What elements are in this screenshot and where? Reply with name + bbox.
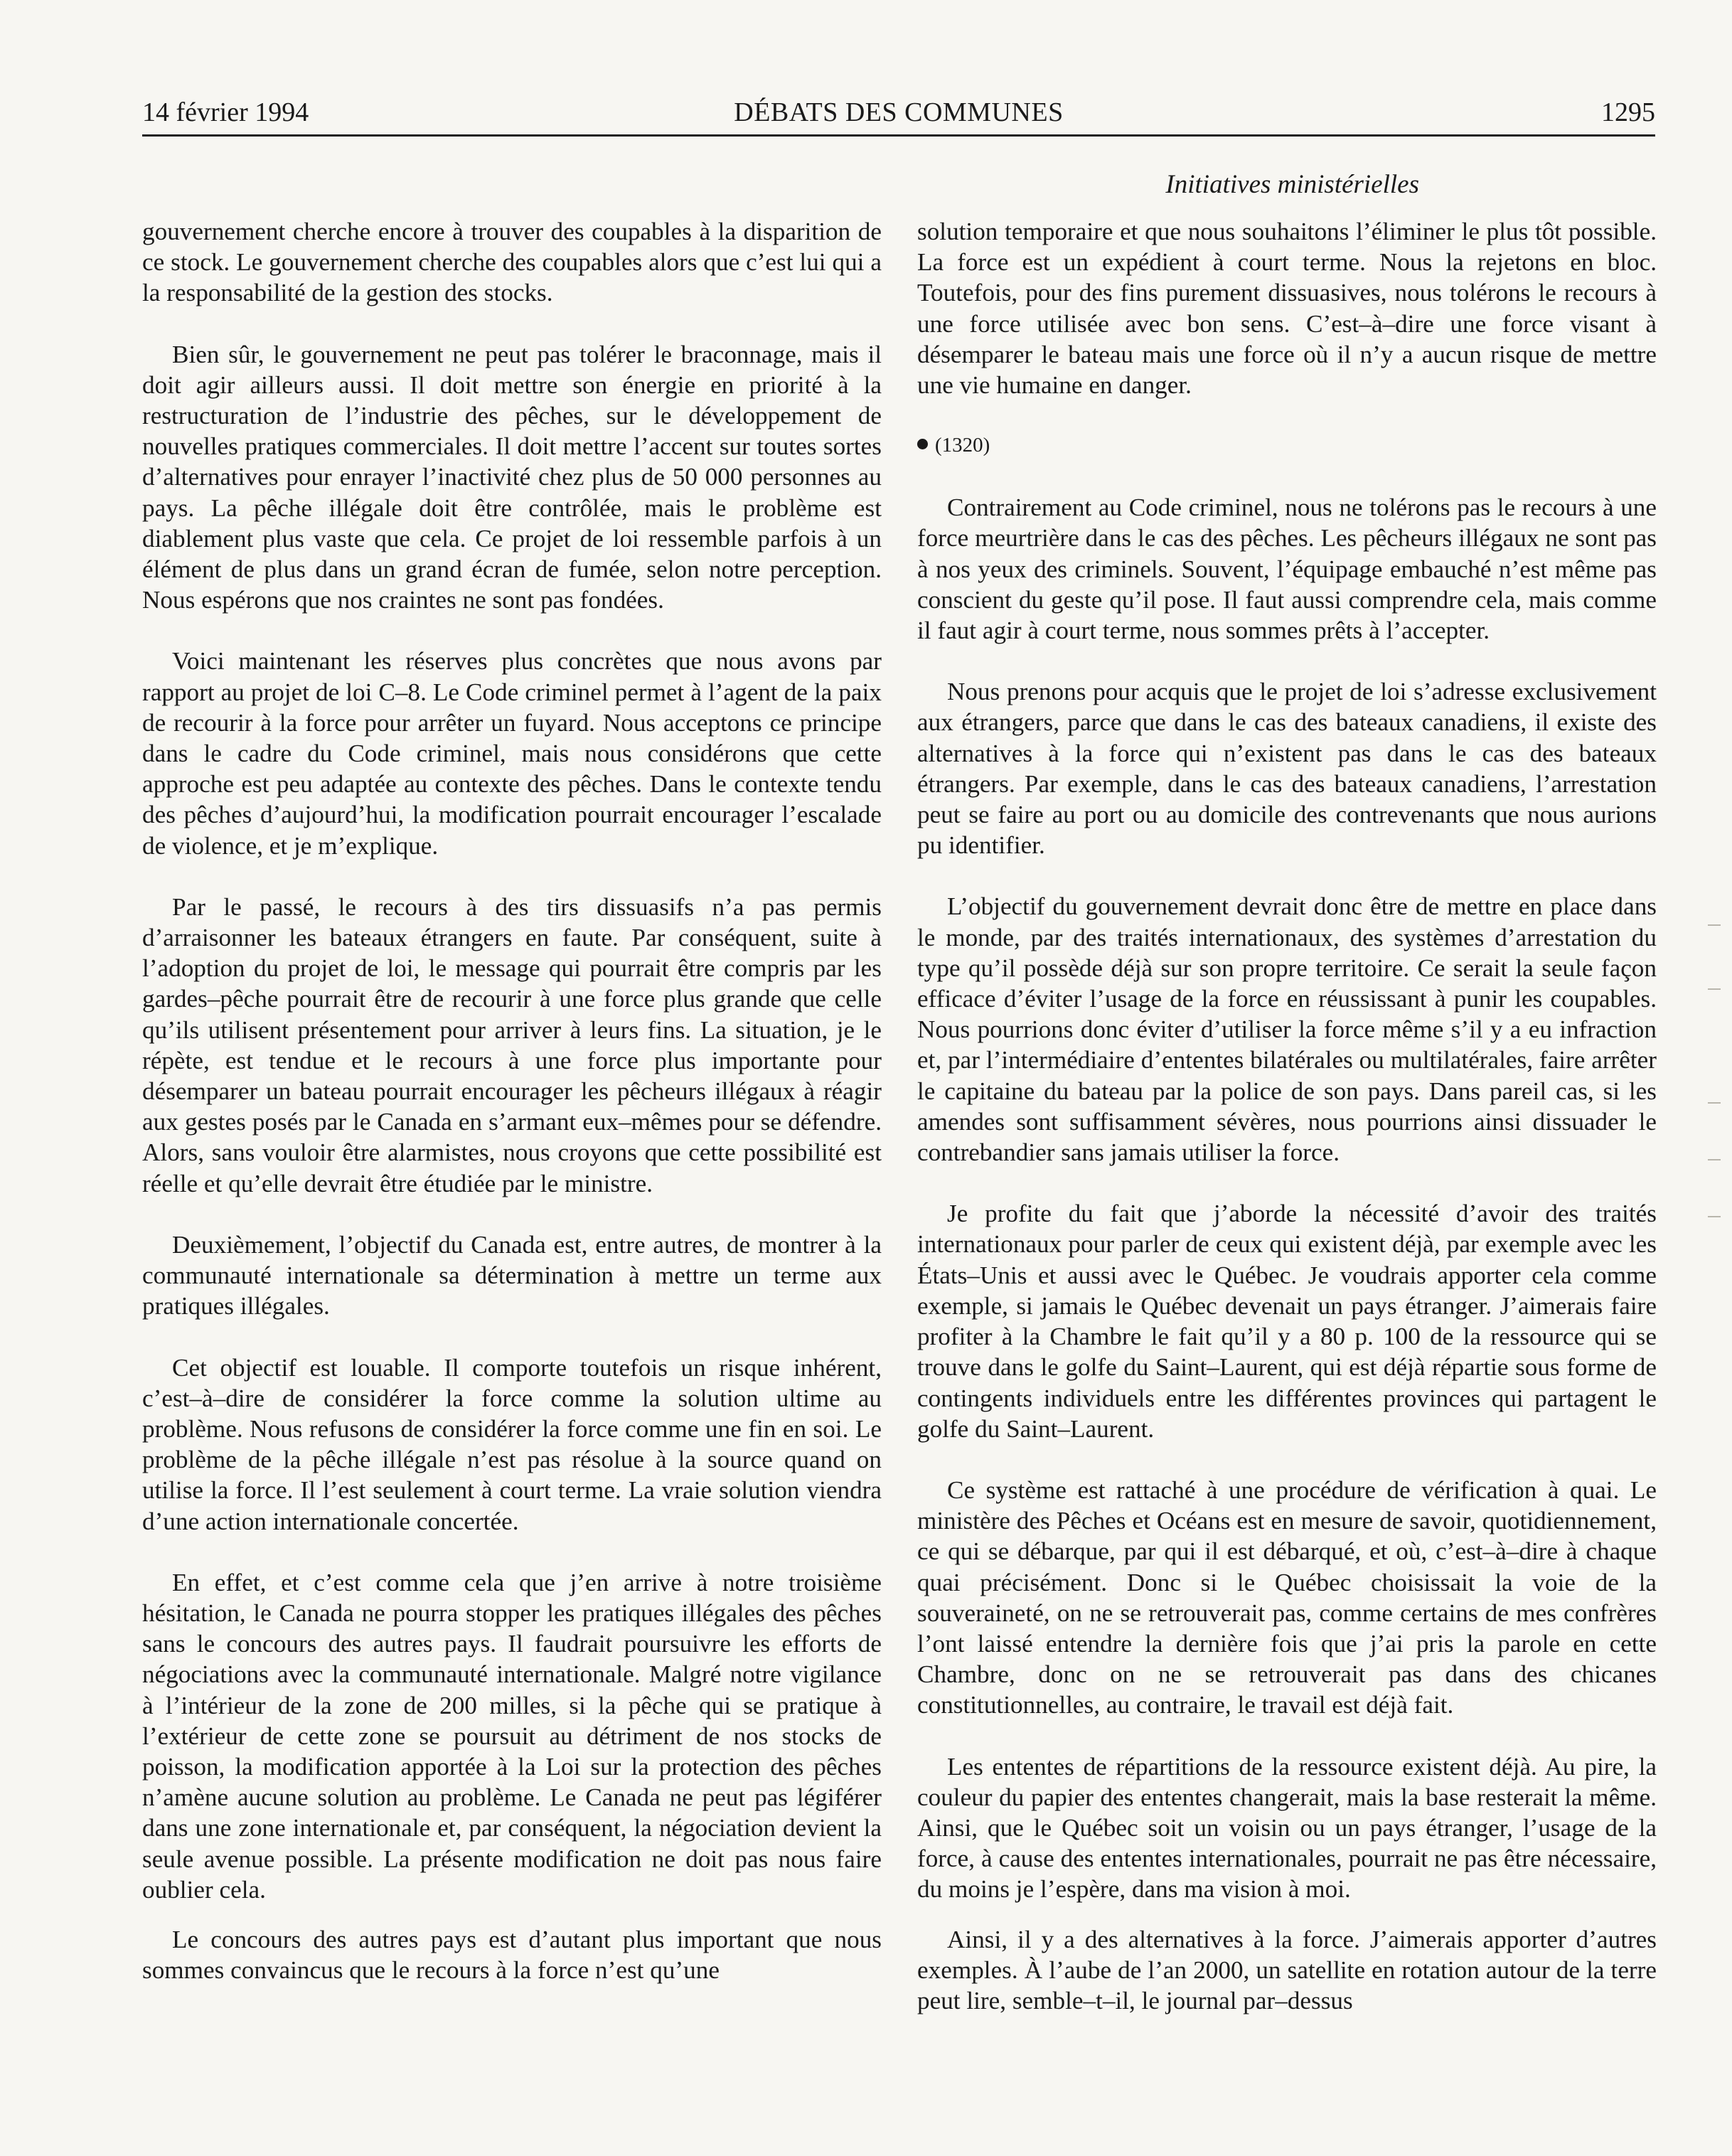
paragraph: Par le passé, le recours à des tirs dissuasifs n’a pas permis d’arraisonner les bateaux étrangers en faute. Par conséquent, suite à l’adoption du projet de loi, le message qui pourrait être compris par les gardes–pêche pourrait être de recourir à une force plus grande que celle qu’ils utilisent présentement pour arriver à leurs fins. La situation, je le répète, est tendue et le recours à une force plus importante pour désemparer un bateau pourrait encourager les pêcheurs illégaux à réagir aux gestes posés par le Canada en s’armant eux–mêmes pour se défendre. Alors, sans vouloir être alarmistes, nous croyons que cette possibilité est réelle et qu’elle devrait être étudiée par le ministre. [142, 892, 882, 1197]
paragraph: Nous prenons pour acquis que le projet de loi s’adresse exclusivement aux étrangers, parce que dans le cas des bateaux canadiens, il existe des alternatives à la force qui n’existent pas dans le cas des bateaux étrangers. Par exemple, dans le cas des bateaux canadiens, l’arrestation peut se faire au port ou au domicile des contrevenants que nous aurions pu identifier. [917, 678, 1657, 860]
journal-title: DÉBATS DES COMMUNES [734, 97, 1064, 127]
scan-mark [1708, 988, 1721, 996]
page-header [142, 91, 1655, 132]
paragraph: Les ententes de répartitions de la ressource existent déjà. Au pire, la couleur du papier des ententes changerait, mais la base resterait la même. Ainsi, que le Québec soit un voisin ou un pays étranger, l’usage de la force, à cause des ententes internationales, pourrait ne pas être nécessaire, du moins je l’espère, dans ma vision à moi. [917, 1752, 1657, 1904]
right-column [917, 216, 1657, 2016]
bullet-icon [917, 439, 928, 449]
scan-mark [1708, 1102, 1721, 1109]
scan-mark [1708, 924, 1721, 932]
paragraph: Deuxièmement, l’objectif du Canada est, entre autres, de montrer à la communauté internationale sa détermination à mettre un terme aux pratiques illégales. [142, 1230, 882, 1320]
paragraph: gouvernement cherche encore à trouver des coupables à la disparition de ce stock. Le gouvernement cherche des coupables alors que c’est lui qui a la responsabilité de la gestion des stocks. [142, 218, 882, 307]
time-marker [917, 431, 1657, 459]
paragraph: solution temporaire et que nous souhaitons l’éliminer le plus tôt possible. La force est un expédient à court terme. Nous la rejetons en bloc. Toutefois, pour des fins purement dissuasives, nous tolérons le recours à une force utilisée avec bon sens. C’est–à–dire une force visant à désemparer le bateau mais une force où il n’y a aucun risque de mettre une vie humaine en danger. [917, 218, 1657, 400]
paragraph: Voici maintenant les réserves plus concrètes que nous avons par rapport au projet de loi C–8. Le Code criminel permet à l’agent de la paix de recourir à la force pour arrêter un fuyard. Nous acceptons ce principe dans le cadre du Code criminel, mais nous considérons que cette approche est peu adaptée au contexte des pêches. Dans le contexte tendu des pêches d’aujourd’hui, la modification pourrait encourager l’escalade de violence, et je m’explique. [142, 647, 882, 860]
paragraph: Contrairement au Code criminel, nous ne tolérons pas le recours à une force meurtrière dans le cas des pêches. Les pêcheurs illégaux ne sont pas à nos yeux des criminels. Souvent, l’équipage embauché n’est même pas conscient du geste qu’il pose. Il faut aussi comprendre cela, mais comme il faut agir à court terme, nous sommes prêts à l’accepter. [917, 493, 1657, 645]
paragraph: En effet, et c’est comme cela que j’en arrive à notre troisième hésitation, le Canada ne pourra stopper les pratiques illégales des pêches sans le concours des autres pays. Il faudrait poursuivre les efforts de négociations avec la communauté internationale. Malgré notre vigilance à l’intérieur de la zone de 200 milles, si la pêche qui se pratique à l’extérieur de cette zone se poursuit au détriment de nos stocks de poisson, la modification apportée à la Loi sur la protection des pêches n’amène aucune solution au problème. Le Canada ne peut pas légiférer dans une zone internationale et, par conséquent, la négociation devient la seule avenue possible. La présente modification ne doit pas nous faire oublier cela. [142, 1568, 882, 1904]
scan-mark [1708, 1159, 1721, 1166]
header-rule [142, 134, 1655, 137]
paragraph: Bien sûr, le gouvernement ne peut pas tolérer le braconnage, mais il doit agir ailleurs aussi. Il doit mettre son énergie en priorité à la restructuration de l’industrie des pêches, sur le développement de nouvelles pratiques commerciales. Il doit mettre l’accent sur toutes sortes d’alternatives pour enrayer l’inactivité chez plus de 50 000 personnes au pays. La pêche illégale doit être contrôlée, mais le problème est diablement plus vaste que cela. Ce projet de loi ressemble parfois à un élément de plus dans un grand écran de fumée, selon notre perception. Nous espérons que nos craintes ne sont pas fondées. [142, 340, 882, 614]
scan-margin-marks [1705, 924, 1726, 1252]
paragraph: Ce système est rattaché à une procédure de vérification à quai. Le ministère des Pêches et Océans est en mesure de savoir, quotidiennement, ce qui se débarque, par qui il est débarqué, et où, c’est–à–dire à chaque quai précisément. Donc si le Québec choisissait la voie de la souveraineté, on ne se retrouverait pas, comme certains de mes confrères l’ont laissé entendre la dernière fois que j’ai pris la parole en cette Chambre, donc on ne se retrouverait pas dans des chicanes constitutionnelles, au contraire, le travail est déjà fait. [917, 1475, 1657, 1719]
paragraph: Je profite du fait que j’aborde la nécessité d’avoir des traités internationaux pour parler de ceux qui existent déjà, par exemple avec les États–Unis et aussi avec le Québec. Je voudrais apporter cela comme exemple, si jamais le Québec devenait un pays étranger. J’aimerais faire profiter à la Chambre le fait qu’il y a 80 p. 100 de la ressource qui se trouve dans le golfe du Saint–Laurent, qui est déjà répartie sous forme de contingents individuels entre les différentes provinces qui partagent le golfe du Saint–Laurent. [917, 1200, 1657, 1443]
paragraph: L’objectif du gouvernement devrait donc être de mettre en place dans le monde, par des traités internationaux, des systèmes d’arrestation du type qu’il possède déjà sur son propre territoire. Ce serait la seule façon efficace d’éviter l’usage de la force en réussissant à punir les coupables. Nous pourrions donc éviter d’utiliser la force même s’il y a eu infraction et, par l’intermédiaire d’ententes bilatérales ou multilatérales, faire arrêter le capitaine du bateau par la police de son pays. Dans pareil cas, si les amendes sont suffisamment sévères, nous pourrions ainsi dissuader le contrebandier sans jamais utiliser la force. [917, 892, 1657, 1167]
section-label: Initiatives ministérielles [1165, 170, 1419, 199]
header-date: 14 février 1994 [142, 97, 309, 127]
left-column [142, 216, 882, 1985]
paragraph: Cet objectif est louable. Il comporte toutefois un risque inhérent, c’est–à–dire de considérer la force comme la solution ultime au problème. Nous refusons de considérer la force comme une fin en soi. Le problème de la pêche illégale n’est pas résolue à la source quand on utilise la force. Il l’est seulement à court terme. La vraie solution viendra d’une action internationale concertée. [142, 1353, 882, 1535]
paragraph: Ainsi, il y a des alternatives à la force. J’aimerais apporter d’autres exemples. À l’aube de l’an 2000, un satellite en rotation autour de la terre peut lire, semble–t–il, le journal par–dessus [917, 1925, 1657, 2014]
page-number: 1295 [1601, 97, 1655, 127]
scan-mark [1708, 1216, 1721, 1223]
time-marker-text: (1320) [935, 434, 990, 457]
paragraph: Le concours des autres pays est d’autant plus important que nous sommes convaincus que le recours à la force n’est qu’une [142, 1925, 882, 1985]
